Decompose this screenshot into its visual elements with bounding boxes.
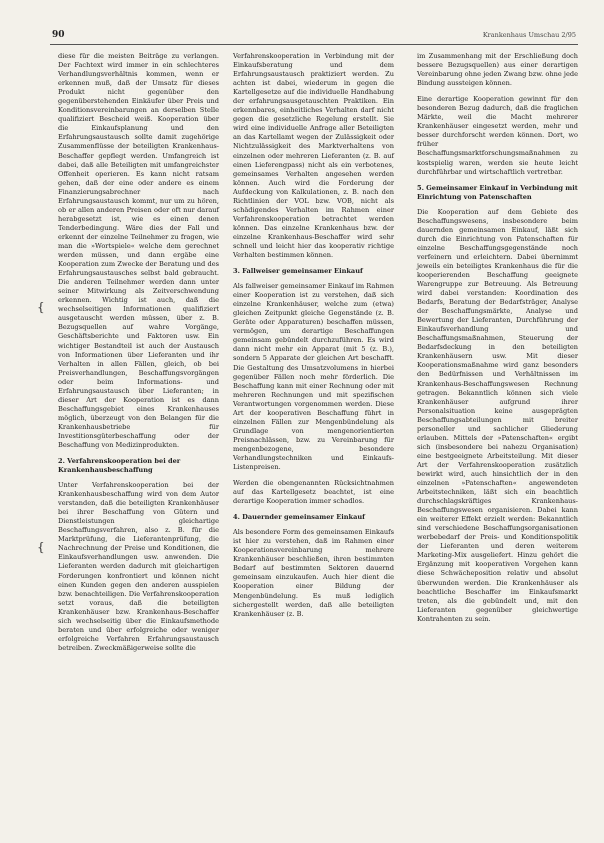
paragraph: Eine derartige Kooperation gewinnt für den besonderen Bezug dadurch, daß die fraglichen Märkte, weil die Macht mehrerer Krankenhäuser eingesetzt werden, mehr und besser durchforscht werden können. Dort, wo früher Beschaffungsmarktforschungsmaßnahmen zu kostspielig waren, werden sie heute leicht durchführbar und wirtschaftlich vertretbar. bbox=[417, 95, 578, 176]
column-right bbox=[417, 52, 578, 631]
margin-mark: { bbox=[37, 300, 45, 314]
section-heading: 2. Verfahrenskooperation bei der Krankenhausbeschaffung bbox=[58, 457, 181, 475]
paragraph: diese für die meisten Beiträge zu verlangen. Der Fachtext wird immer in ein schlechteres Verhandlungsverhältnis kommen, wenn er erkennen muß, daß der Umsatz für dieses Produkt nicht gegenüber den gegenüberstehenden Einkäufer über Preis und Konditionsvereinbarungen an derselben Stelle qualifiziert Bescheid weiß. Kooperation über die Einkaufsplanung und den Erfahrungsaustausch sollte damit zugehörige Zusammenflüsse der beteiligten Krankenhaus-Beschaffer gepflegt werden. Umfangreich ist dabei, daß alle Beteiligten mit umfangreichster Offenheit operieren. Es kann nicht ratsam gehen, daß der eine oder andere es einem Finanzierungsabrechner nach Erfahrungsaustausch kommt, nur um zu hören, ob er allen anderen Preisen oder oft nur darauf herabgesetzt ist, wie es einen denen Tenderbedingung. Wäre dies der Fall und erkennt der einzelne Teilnehmer zu fragen, wie man die »Wortspiele« welche dem gerechnet werden müssen, und dann ergäbe eine Kooperation zum Zwecke der Beratung und des Erfahrungsaustausches selbst bald gebraucht. Die anderen Teilnehmer werden dann unter seiner Mitwirkung als Zeitverschwendung erkennen. Wichtig ist auch, daß die wechselseitigen Informationen qualifiziert ausgetauscht werden müssen, über z. B. Bezugsquellen auf wahre Vorgänge, Geschäftsberichte und Faktoren usw. Ein wichtiger Bestandteil ist auch der Austausch von Informationen über Lieferanten und ihr Verhalten in allen Fällen, gleich, ob bei Preisverhandlungen, Beschaffungsvorgängen oder beim Informations- und Erfahrungsaustausch über Lieferanten; in dieser Art der Kooperation ist es dann Beschaffungsgebiet eines Krankenhauses möglich, überzeugt von den Belangen für die Krankenhausbetriebe für Investitionsgüterbeschaffung oder der Beschaffung von Medizinprodukten. bbox=[58, 52, 219, 450]
section-heading: 5. Gemeinsamer Einkauf in Verbindung mit Einrichtung von Patenschaften bbox=[417, 183, 578, 201]
page-number: 90 bbox=[52, 30, 65, 40]
paragraph: Die Kooperation auf dem Gebiete des Beschaffungswesens, insbesondere beim dauernden gemeinsamen Einkauf, läßt sich durch die Einrichtung von Patenschaften für einzelne Beschaffungsgegenstände noch verfeinern und erleichtern. Dabei übernimmt jeweils ein beteiligtes Krankenhaus die für die kooperierenden Beschaffung geeignete Warengruppe zur Betreuung. Als Betreuung wird dabei verstanden: Koordination des Bedarfs, Beratung der Bedarfsträger, Analyse der Beschaffungsmärkte, Analyse und Bewertung der Lieferanten, Durchführung der Einkaufsverhandlung und Beschaffungsmaßnahmen, Steuerung der Bedarfsdeckung in den beteiligten Krankenhäusern usw. Mit dieser Kooperationsmaßnahme wird ganz besonders den Bedürfnissen und Verhältnissen im Krankenhaus-Beschaffungswesen Rechnung getragen. Bekanntlich können sich viele Krankenhäuser aufgrund ihrer Personalsituation keine ausgeprägten Beschaffungsabteilungen mit breiter personeller und sachlicher Gliederung erlauben. Mittels der »Patenschaften« ergibt sich (insbesondere bei nahezu Organisation) eine bestgeeignete Arbeitsteilung. Mit dieser Art der Verfahrenskooperation zusätzlich bewirkt wird, auch hinsichtlich der in den einzelnen »Patenschaften« angewendeten Arbeitstechniken, läßt sich ein beachtlich durchschlagskräftiges Krankenhaus-Beschaffungswesen organisieren. Dabei kann ein weiterer Effekt erzielt werden: Bekanntlich sind verschiedene Beschaffungsorganisationen werbebedarf der Preis- und Konditionspolitik der Lieferanten und deren weiterem Marketing-Mix ausgeliefert. Hinzu gehört die Ergänzung mit kooperativen Vorgehen kann diese Schwächeposition relativ und absolut überwunden werden. Die Krankenhäuser als beachtliche Beschaffer im Einkaufsmarkt treten, als die gebündelt und, mit den Lieferanten gegenüber gleichwertige Kontrahenten zu sein. bbox=[417, 207, 578, 623]
column-left bbox=[58, 52, 219, 660]
paragraph: Werden die obengenannten Rücksichtnahmen auf das Kartellgesetz beachtet, ist eine derartige Kooperation immer schadlos. bbox=[233, 479, 394, 506]
running-head: Krankenhaus Umschau 2/95 bbox=[482, 31, 576, 39]
header-rule bbox=[50, 44, 578, 45]
paragraph: im Zusammenhang mit der Erschließung doch bessere Bezugsquellen) aus einer derartigen Vereinbarung ohne jeden Zwang bzw. ohne jede Bindung aussteigen können. bbox=[417, 52, 578, 88]
paragraph: Unter Verfahrenskooperation bei der Krankenhausbeschaffung wird von dem Autor verstanden, daß die beteiligten Krankenhäuser bei ihrer Beschaffung von Gütern und Dienstleistungen gleichartige Beschaffungsverfahren, also z. B. für die Marktprüfung, die Lieferantenprüfung, die Nachrechnung der Preise und Konditionen, die Einkaufsverhandlungen usw. anwenden. Die Lieferanten werden dadurch mit gleichartigen Forderungen konfrontiert und können nicht einen Kunden gegen den anderen ausspielen bzw. benachteiligen. Die Verfahrenskooperation setzt voraus, daß die beteiligten Krankenhäuser bzw. Krankenhaus-Beschaffer sich wechselseitig über die Einkaufsmethode beraten und über erfolgreiche oder weniger erfolgreiche Verfahren Erfahrungsaustausch betreiben. Zweckmäßigerweise sollte die bbox=[58, 481, 219, 652]
section-heading: 3. Fallweiser gemeinsamer Einkauf bbox=[233, 267, 363, 276]
paragraph: Als fallweiser gemeinsamer Einkauf im Rahmen einer Kooperation ist zu verstehen, daß sich einzelne Krankenhäuser, welche zum (etwa) gleichen Zeitpunkt gleiche Gegenstände (z. B. Geräte oder Apparaturen) beschaffen müssen, vermögen, um derartige Beschaffungen gemeinsam gebündelt durchzuführen. Es wird dann nicht mehr ein Apparat (mit 5 (z. B.), sondern 5 Apparate der gleichen Art beschafft. Die Gestaltung des Umsatzvolumens in hierbei gegenüber Fällen noch mehr förderlich. Die Beschaffung kann mit einer Rechnung oder mit mehreren Rechnungen und mit spezifischen Verantwortungen vorgenommen werden. Diese Art der kooperativen Beschaffung führt in einzelnen Fällen zur Mengenbündelung als Grundlage von mengenorientierten Preisnachlässen, bzw. zu Vereinbarung für mengenbezogene, besondere Verhandlungstechniken und Einkaufs-Listenpreisen. bbox=[233, 282, 394, 472]
section-heading: 4. Dauernder gemeinsamer Einkauf bbox=[233, 513, 366, 522]
margin-mark: { bbox=[37, 540, 45, 554]
paragraph: Verfahrenskooperation in Verbindung mit der Einkaufsberatung und dem Erfahrungsaustausch praktiziert werden. Zu achten ist dabei, wiederum in gegen die Kartellgesetze auf die individuelle Handhabung der erfahrungsausgetauschten Praktiken. Ein erkennbares, einheitliches Verhalten darf nicht gegen die gesetzliche Regelung erstellt. Sie wird eine individuelle Anfrage aller Beteiligten an das Kartellamt wegen der Zulässigkeit oder Nichtzulässigkeit des Marktverhaltens von einzelnen oder mehreren Lieferanten (z. B. auf einen Lieferengpass) nicht als ein verbotenes, gemeinsames Verhalten angesehen werden können. Auch wird die Forderung der Aufdeckung von Kalkulationen, z. B. nach den Richtlinien der VOL bzw. VOB, nicht als schädigendes Verhalten im Rahmen einer Verfahrenskooperation betrachtet werden können. Das einzelne Krankenhaus bzw. der einzelne Krankenhaus-Beschaffer wird sehr schnell und leicht hier das kooperativ richtige Verhalten bestimmen können. bbox=[233, 52, 394, 260]
paragraph: Als besondere Form des gemeinsamen Einkaufs ist hier zu verstehen, daß im Rahmen einer Kooperationsvereinbarung mehrere Krankenhäuser beschließen, ihren bestimmten Bedarf auf bestimmten Sektoren dauernd gemeinsam einzukaufen. Auch hier dient die Kooperation einer Bildung der Mengenbündelung. Es muß lediglich sichergestellt werden, daß alle beteiligten Krankenhäuser (z. B. bbox=[233, 528, 394, 618]
column-middle bbox=[233, 52, 394, 626]
